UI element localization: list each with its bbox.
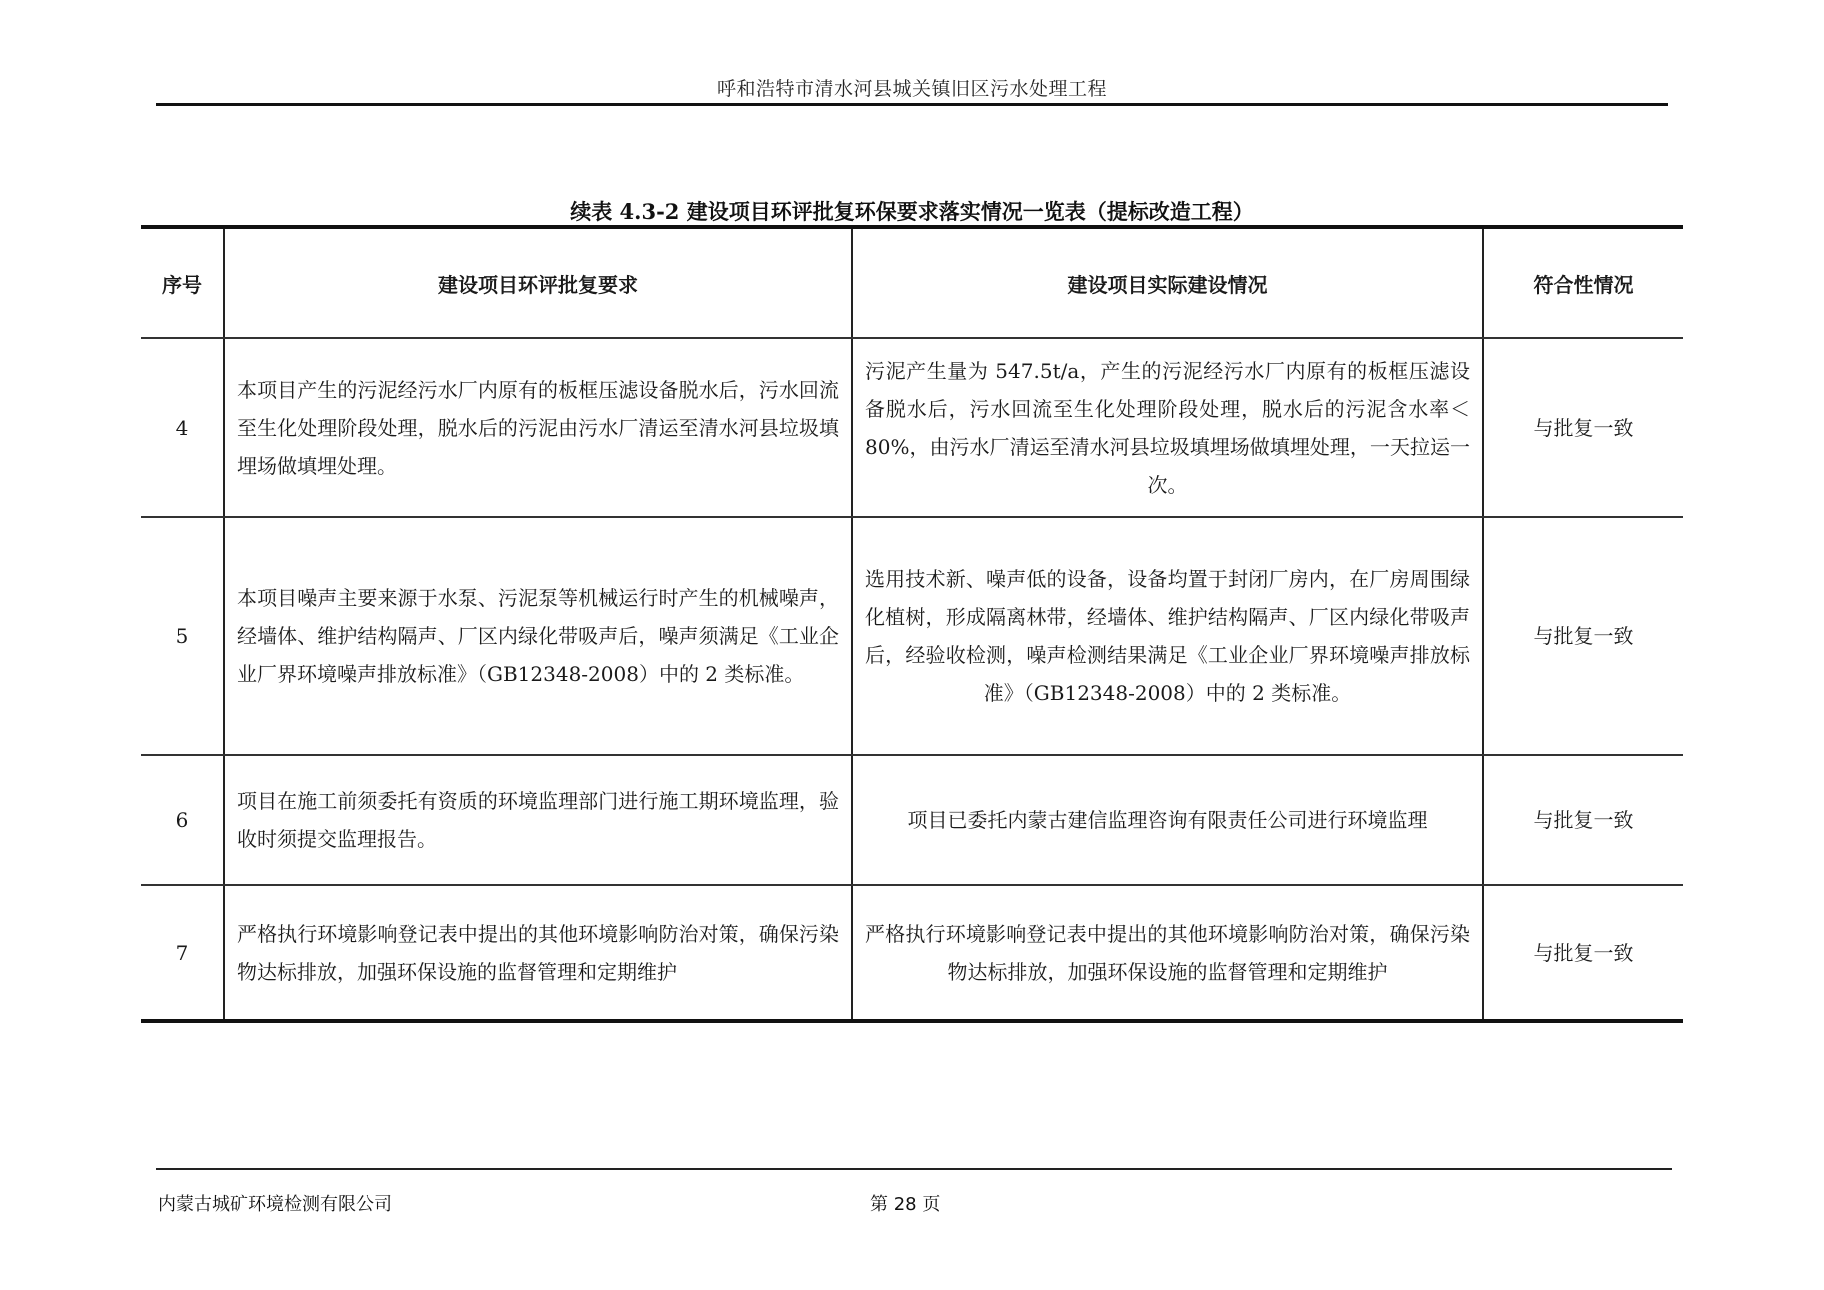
column-header-number: 序号 (141, 227, 224, 338)
column-header-actual: 建设项目实际建设情况 (852, 227, 1483, 338)
actual-cell: 污泥产生量为 547.5t/a，产生的污泥经污水厂内原有的板框压滤设备脱水后，污水回流至生化处理阶段处理，脱水后的污泥含水率＜80%，由污水厂清运至清水河县垃圾填埋场做填埋处理，一天拉运一次。 (852, 338, 1483, 517)
actual-cell: 选用技术新、噪声低的设备，设备均置于封闭厂房内，在厂房周围绿化植树，形成隔离林带，经墙体、维护结构隔声、厂区内绿化带吸声后，经验收检测，噪声检测结果满足《工业企业厂界环境噪声排放标准》（GB12348-2008）中的 2 类标准。 (852, 517, 1483, 755)
compliance-cell: 与批复一致 (1483, 338, 1683, 517)
table-row (141, 338, 1683, 517)
requirement-cell: 项目在施工前须委托有资质的环境监理部门进行施工期环境监理，验收时须提交监理报告。 (224, 755, 852, 885)
column-header-requirement: 建设项目环评批复要求 (224, 227, 852, 338)
requirement-cell: 本项目噪声主要来源于水泵、污泥泵等机械运行时产生的机械噪声，经墙体、维护结构隔声、厂区内绿化带吸声后，噪声须满足《工业企业厂界环境噪声排放标准》（GB12348-2008）中的 2 类标准。 (224, 517, 852, 755)
actual-cell: 严格执行环境影响登记表中提出的其他环境影响防治对策，确保污染物达标排放，加强环保设施的监督管理和定期维护 (852, 885, 1483, 1021)
footer-company: 内蒙古城矿环境检测有限公司 (158, 1194, 392, 1215)
requirements-table (141, 225, 1683, 1023)
table-row (141, 885, 1683, 1021)
actual-cell: 项目已委托内蒙古建信监理咨询有限责任公司进行环境监理 (852, 755, 1483, 885)
table-row (141, 755, 1683, 885)
row-number: 7 (141, 885, 224, 1021)
compliance-cell: 与批复一致 (1483, 755, 1683, 885)
compliance-cell: 与批复一致 (1483, 885, 1683, 1021)
row-number: 4 (141, 338, 224, 517)
table-header-row (141, 227, 1683, 338)
requirement-cell: 本项目产生的污泥经污水厂内原有的板框压滤设备脱水后，污水回流至生化处理阶段处理，脱水后的污泥由污水厂清运至清水河县垃圾填埋场做填埋处理。 (224, 338, 852, 517)
running-header-title: 呼和浩特市清水河县城关镇旧区污水处理工程 (716, 78, 1107, 100)
compliance-cell: 与批复一致 (1483, 517, 1683, 755)
header-rule (156, 103, 1668, 106)
column-header-compliance: 符合性情况 (1483, 227, 1683, 338)
footer-rule (156, 1168, 1672, 1170)
requirement-cell: 严格执行环境影响登记表中提出的其他环境影响防治对策，确保污染物达标排放，加强环保设施的监督管理和定期维护 (224, 885, 852, 1021)
table-row (141, 517, 1683, 755)
row-number: 6 (141, 755, 224, 885)
row-number: 5 (141, 517, 224, 755)
page-number: 第 28 页 (870, 1194, 941, 1215)
table-caption: 续表 4.3-2 建设项目环评批复环保要求落实情况一览表（提标改造工程） (570, 199, 1254, 224)
